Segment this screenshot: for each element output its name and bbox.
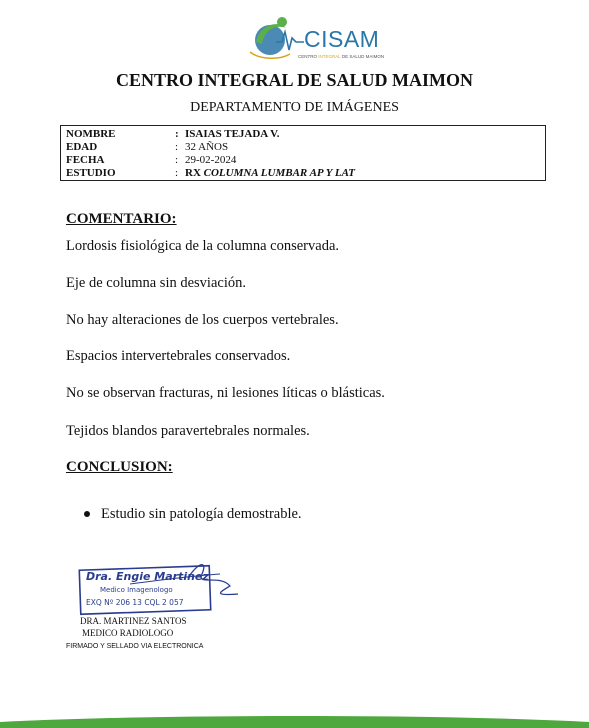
signer-role: MEDICO RADIOLOGO bbox=[82, 628, 174, 638]
field-label: FECHA bbox=[66, 154, 105, 166]
department-title: DEPARTAMENTO DE IMÁGENES bbox=[190, 100, 399, 115]
stamp-exequatur: EXQ Nº 206 13 CQL 2 057 bbox=[86, 598, 184, 607]
finding-line: Tejidos blandos paravertebrales normales. bbox=[66, 423, 310, 439]
conclusion-heading: CONCLUSION: bbox=[66, 459, 173, 475]
center-title: CENTRO INTEGRAL DE SALUD MAIMON bbox=[115, 70, 474, 90]
logo-emblem-icon bbox=[246, 12, 306, 62]
comment-heading: COMENTARIO: bbox=[66, 211, 177, 227]
finding-line: No se observan fracturas, ni lesiones líticas o blásticas. bbox=[66, 385, 385, 401]
field-label: NOMBRE bbox=[66, 128, 116, 140]
field-label: EDAD bbox=[66, 141, 98, 153]
cisam-logo bbox=[246, 12, 385, 62]
patient-info-box bbox=[60, 125, 546, 181]
stamp-role: Medico Imagenologo bbox=[100, 586, 173, 594]
field-colon: : bbox=[175, 154, 179, 166]
patient-name-value: ISAIAS TEJADA V. bbox=[185, 128, 280, 140]
patient-age-value: 32 AÑOS bbox=[185, 141, 229, 153]
field-colon: : bbox=[175, 128, 179, 140]
patient-row-name bbox=[66, 128, 540, 141]
field-label: ESTUDIO bbox=[66, 167, 116, 179]
patient-row-study bbox=[66, 167, 540, 180]
conclusion-item: Estudio sin patología demostrable. bbox=[84, 506, 302, 523]
patient-row-date bbox=[66, 154, 540, 167]
doctor-stamp bbox=[70, 556, 242, 622]
bullet-icon bbox=[84, 511, 90, 517]
study-type-value: RX COLUMNA LUMBAR AP Y LAT bbox=[185, 167, 356, 179]
signer-name: DRA. MARTINEZ SANTOS bbox=[80, 616, 187, 626]
field-colon: : bbox=[175, 167, 179, 179]
patient-row-age bbox=[66, 141, 540, 154]
logo-wordmark: CISAM bbox=[304, 26, 380, 52]
stamp-doctor-name: Dra. Engie Martinez bbox=[86, 570, 209, 583]
finding-line: Lordosis fisiológica de la columna conservada. bbox=[66, 238, 340, 254]
logo-subtitle: CENTRO INTEGRAL DE SALUD MAIMON bbox=[298, 54, 385, 59]
field-colon: : bbox=[175, 141, 179, 153]
study-date-value: 29-02-2024 bbox=[185, 154, 237, 166]
finding-line: Espacios intervertebrales conservados. bbox=[66, 348, 291, 364]
footer-wave bbox=[0, 712, 589, 728]
electronic-signature-note: FIRMADO Y SELLADO VIA ELECTRONICA bbox=[66, 643, 204, 650]
finding-line: Eje de columna sin desviación. bbox=[66, 275, 246, 291]
finding-line: No hay alteraciones de los cuerpos vertebrales. bbox=[66, 312, 339, 328]
